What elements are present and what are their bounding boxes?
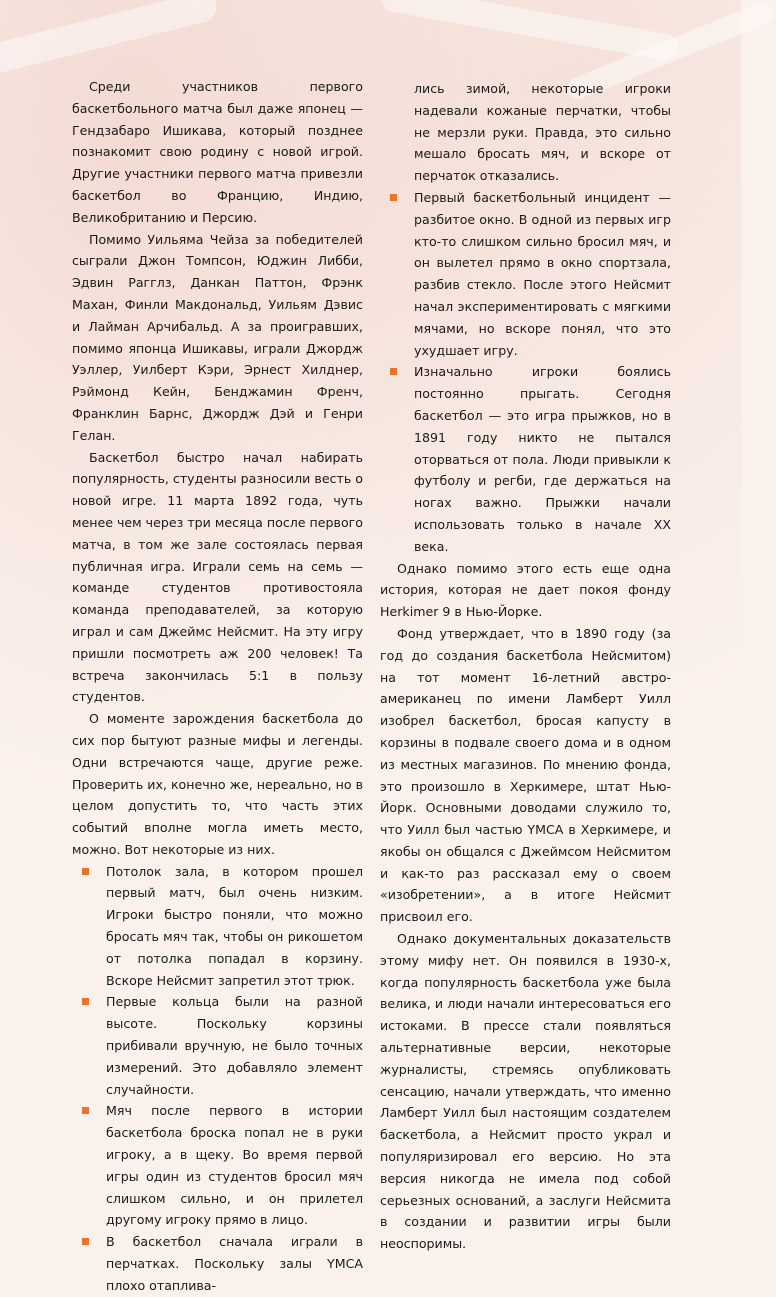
list-item-text: Потолок зала, в котором прошел первый матч, был очень низким. Игроки быстро поняли, что можно бросать мяч так, чтобы он рикошетом от потолка попадал в корзину. Вскоре Нейсмит запретил этот трюк. [106,863,363,988]
paragraph: Среди участников первого баскетбольного матча был даже японец — Гендзабаро Ишикава, который позднее познакомит свою родину с новой игрой. Другие участники первого матча привезли баскетбол во Францию, Индию, Великобританию и Персию. [72,79,363,225]
left-text-column [72,76,363,1297]
background-brush-stroke [0,0,220,81]
paragraph: Однако помимо этого есть еще одна история, которая не дает покоя фонду Herkimer 9 в Нью-Йорке. [380,560,671,620]
square-bullet-icon [82,1238,89,1245]
list-item-text: Первые кольца были на разной высоте. Поскольку корзины прибивали вручную, не было точных измерений. Это добавляло элемент случайности. [106,994,363,1097]
paragraph: Баскетбол быстро начал набирать популярность, студенты разносили весть о новой игре. 11 марта 1892 года, чуть менее чем через три месяца после первого матча, в том же зале состоялась первая публичная игра. Играли семь на семь — команде студентов противостояла команда преподавателей, за которую играл и сам Джеймс Нейсмит. На эту игру пришли посмотреть аж 200 человек! Та встреча закончилась 5:1 в пользу студентов. [72,449,363,705]
list-item [72,1231,363,1296]
list-item [72,991,363,1100]
list-item-text: Мяч после первого в истории баскетбола броска попал не в руки игроку, а в щеку. Во время первой игры один из студентов бросил мяч слишком сильно, и он прилетел другому игроку прямо в лицо. [106,1103,363,1228]
right-text-column [380,78,671,1255]
paragraph: О моменте зарождения баскетбола до сих пор бытуют разные мифы и легенды. Одни встречаются чаще, другие реже. Проверить их, конечно же, нереально, но в целом допустить то, что часть этих событий вполне могла иметь место, можно. Вот некоторые из них. [72,711,363,857]
list-item-text: лись зимой, некоторые игроки надевали кожаные перчатки, чтобы не мерзли руки. Правда, это сильно мешало бросать мяч, и вскоре от перчаток отказались. [414,81,671,184]
paragraph: Помимо Уильяма Чейза за победителей сыграли Джон Томпсон, Юджин Либби, Эдвин Рагглз, Данкан Паттон, Фрэнк Махан, Финли Макдональд, Уильям Дэвис и Лайман Арчибальд. А за проигравших, помимо японца Ишикавы, играли Джордж Уэллер, Уилберт Кэри, Эрнест Хилднер, Рэймонд Кейн, Бенджамин Френч, Франклин Барнс, Джордж Дэй и Генри Гелан. [72,231,363,443]
paragraph: Фонд утверждает, что в 1890 году (за год до создания баскетбола Нейсмитом) на тот момент 16-летний австро-американец по имени Ламберт Уилл изобрел баскетбол, бросая капусту в корзины в подвале своего дома и в одном из местных магазинов. По мнению фонда, это произошло в Херкимере, штат Нью-Йорк. Основными доводами служило то, что Уилл был частью YMCA в Херкимере, и якобы он общался с Джеймсом Нейсмитом и как-то раз рассказал ему о своем «изобретении», а в итоге Нейсмит присвоил его. [380,625,671,925]
square-bullet-icon [82,868,89,875]
myth-list-continued [380,78,671,558]
paragraph: Однако документальных доказательств этому мифу нет. Он появился в 1930-х, когда популярность баскетбола уже была велика, и люди начали интересоваться его истоками. В прессе стали появляться альтернативные версии, некоторые журналисты, стремясь опубликовать сенсацию, начали утверждать, что именно Ламберт Уилл был настоящим создателем баскетбола, а Нейсмит просто украл и популяризировал его версию. Но эта версия никогда не имела под собой серьезных оснований, а заслуги Нейсмита в создании и развитии игры были неоспоримы. [380,931,671,1252]
list-item [380,361,671,557]
square-bullet-icon [82,998,89,1005]
list-item [72,861,363,992]
square-bullet-icon [390,368,397,375]
list-item-text: В баскетбол сначала играли в перчатках. Поскольку залы YMCA плохо отаплива- [106,1234,363,1293]
list-item-continuation [380,78,671,187]
list-item [380,187,671,361]
myth-list [72,861,363,1297]
list-item-text: Изначально игроки боялись постоянно прыгать. Сегодня баскетбол — это игра прыжков, но в 1891 году никто не пытался оторваться от пола. Люди привыкли к футболу и регби, где держаться на ногах важно. Прыжки начали использовать только в начале XX века. [414,364,671,554]
list-item [72,1100,363,1231]
square-bullet-icon [390,194,397,201]
list-item-text: Первый баскетбольный инцидент — разбитое окно. В одной из первых игр кто-то слишком сильно бросил мяч, и он вылетел прямо в окно спортзала, разбив стекло. После этого Нейсмит начал экспериментировать с мягкими мячами, но вскоре понял, что это ухудшает игру. [414,189,671,358]
square-bullet-icon [82,1107,89,1114]
